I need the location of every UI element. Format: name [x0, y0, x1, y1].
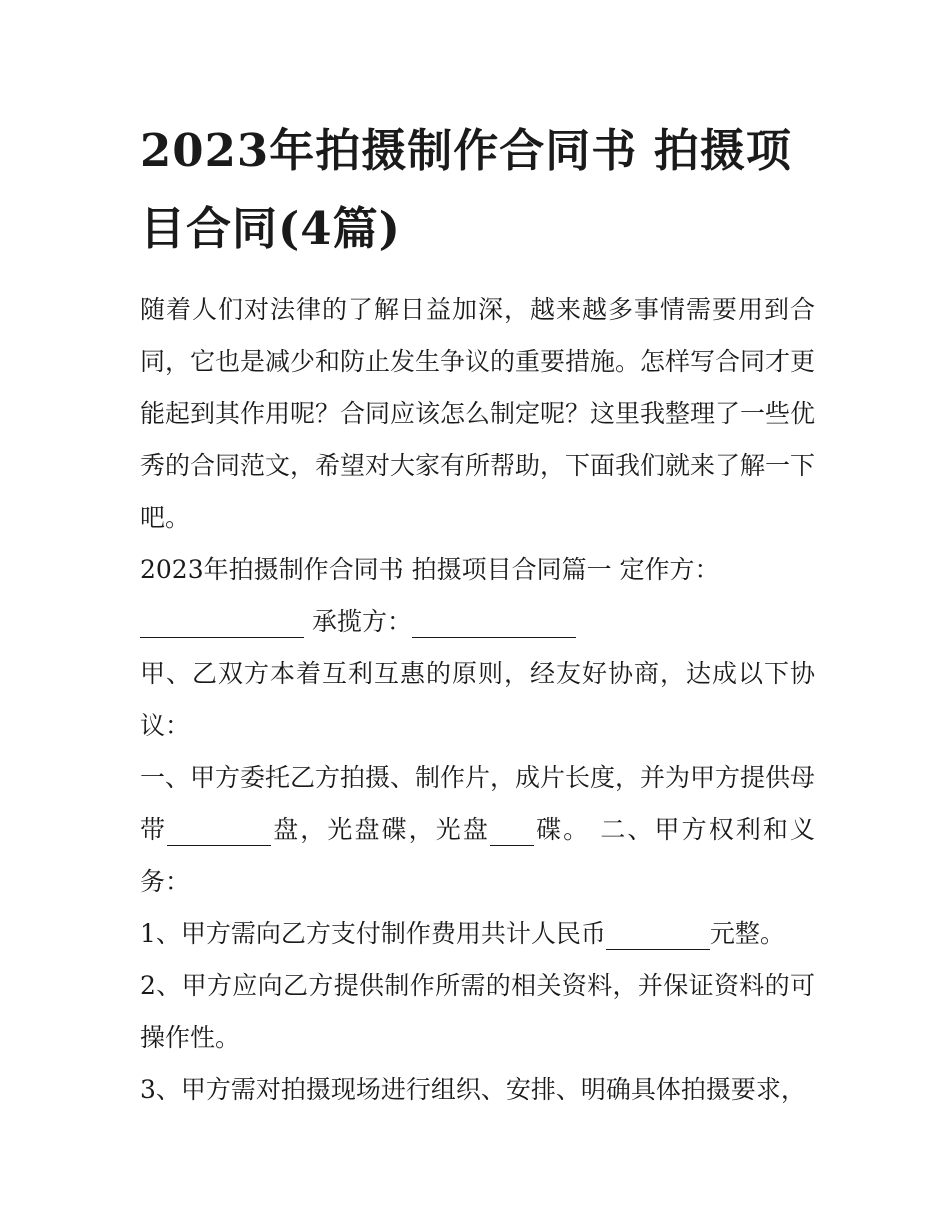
- item-3: 3、甲方需对拍摄现场进行组织、安排、明确具体拍摄要求，: [140, 1075, 806, 1104]
- section-heading: 2023年拍摄制作合同书 拍摄项目合同篇一 定作方：: [140, 555, 720, 584]
- party-b-label: 承揽方：: [304, 607, 412, 636]
- master-tape-blank: [167, 815, 271, 846]
- item-1: [140, 908, 815, 960]
- clause-1-text-c: 碟。 二、甲方权利和义务：: [140, 815, 815, 896]
- document-title: 2023年拍摄制作合同书 拍摄项目合同(4篇): [140, 124, 792, 255]
- fee-blank: [606, 919, 710, 950]
- intro-paragraph: 随着人们对法律的了解日益加深，越来越多事情需要用到合同，它也是减少和防止发生争议的重要措施。怎样写合同才更能起到其作用呢？合同应该怎么制定呢？这里我整理了一些优秀的合同范文，希望对大家有所帮助，下面我们就来了解一下吧。: [140, 295, 816, 532]
- item-2: 2、甲方应向乙方提供制作所需的相关资料，并保证资料的可操作性。: [140, 971, 815, 1052]
- clause-1: [140, 752, 815, 908]
- document-page: [140, 112, 815, 1116]
- item-1-text-b: 元整。: [709, 919, 785, 948]
- party-b-blank: [412, 607, 576, 638]
- party-line: [140, 596, 815, 648]
- disc-blank: [490, 815, 534, 846]
- item-1-text-a: 1、甲方需向乙方支付制作费用共计人民币: [140, 919, 606, 948]
- clause-1-text-b: 盘，光盘碟，光盘: [271, 815, 490, 844]
- clause-1-text-a: 一、甲方委托乙方拍摄、制作片，成片长度，并为甲方提供母带: [140, 763, 816, 844]
- agreement-paragraph: 甲、乙双方本着互利互惠的原则，经友好协商，达成以下协议：: [140, 659, 815, 740]
- party-a-blank: [140, 607, 304, 638]
